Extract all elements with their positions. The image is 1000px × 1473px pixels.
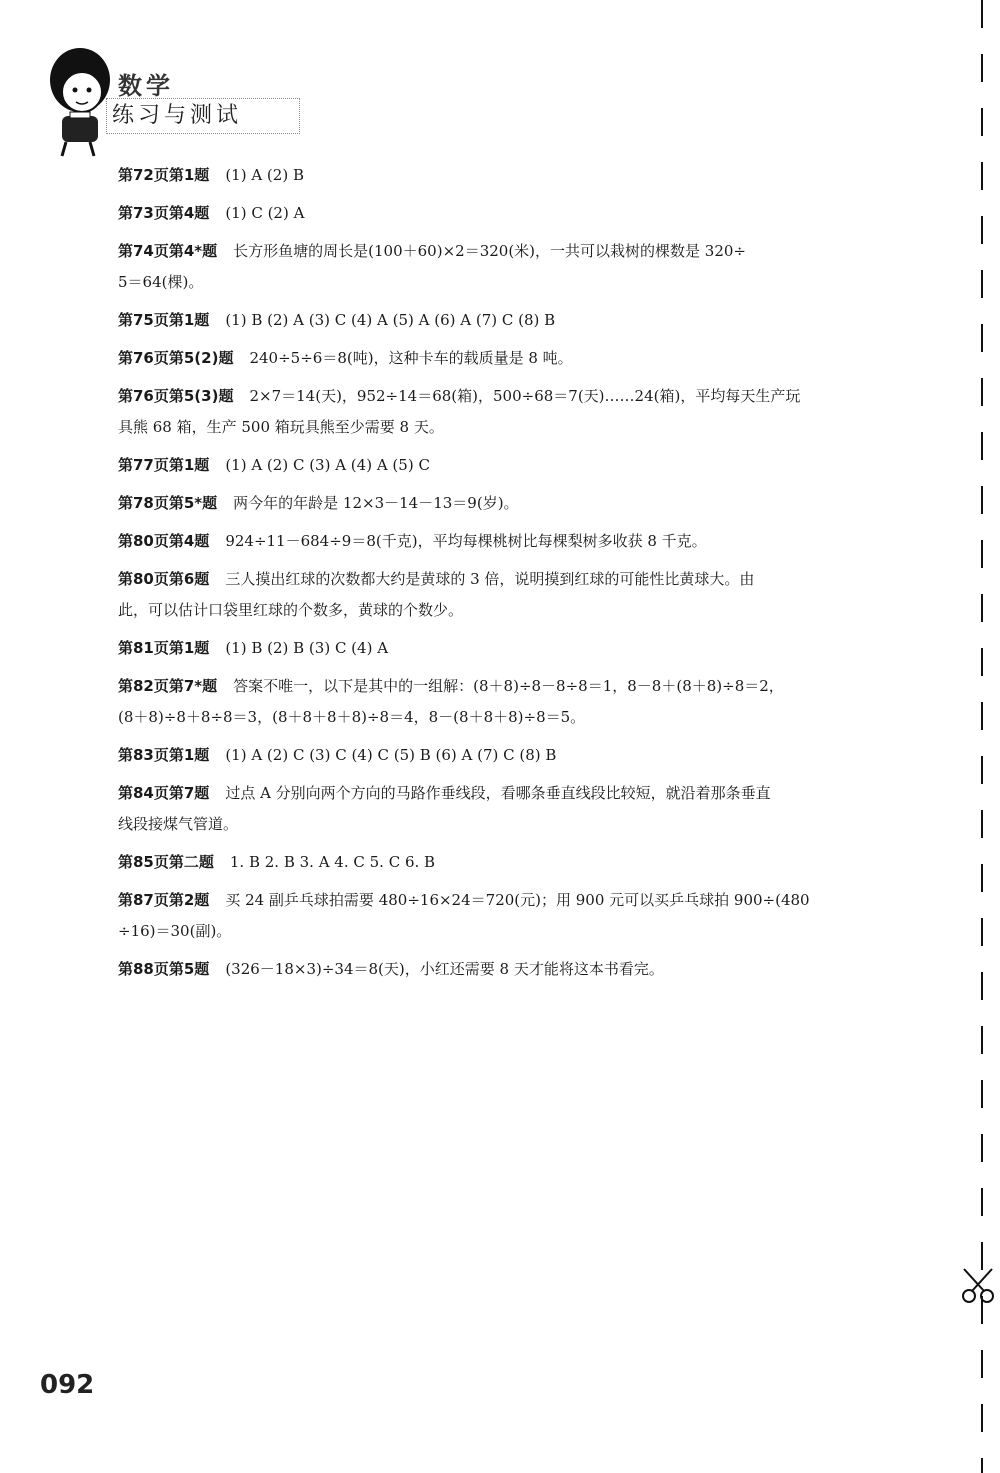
answer-text: 长方形鱼塘的周长是(100＋60)×2＝320(米)，一共可以栽树的棵数是 320÷	[233, 242, 746, 260]
answer-entry	[118, 564, 918, 626]
answer-entry	[118, 381, 918, 443]
question-label: 第84页第7题	[118, 784, 210, 802]
question-label: 第73页第4题	[118, 204, 210, 222]
answer-entry	[118, 305, 918, 336]
answer-line	[118, 809, 918, 840]
answer-entry	[118, 488, 918, 519]
answer-text: (8＋8)÷8＋8÷8＝3，(8＋8＋8＋8)÷8＝4，8－(8＋8＋8)÷8＝5。	[118, 708, 586, 726]
answer-entry	[118, 236, 918, 298]
answer-entry	[118, 885, 918, 947]
answer-entry	[118, 671, 918, 733]
answer-text: 过点 A 分别向两个方向的马路作垂线段，看哪条垂直线段比较短，就沿着那条垂直	[225, 784, 771, 802]
answer-line	[118, 305, 918, 336]
answer-line	[118, 488, 918, 519]
answer-text: ÷16)＝30(副)。	[118, 922, 232, 940]
answer-entry	[118, 343, 918, 374]
answer-line	[118, 916, 918, 947]
book-header	[40, 40, 310, 160]
question-label: 第82页第7*题	[118, 677, 218, 695]
answer-line	[118, 343, 918, 374]
answer-entry	[118, 198, 918, 229]
answer-entry	[118, 633, 918, 664]
answer-line	[118, 412, 918, 443]
answer-text: 1. B 2. B 3. A 4. C 5. C 6. B	[229, 853, 436, 871]
answer-text: 线段接煤气管道。	[118, 815, 239, 833]
answer-entry	[118, 847, 918, 878]
answer-line	[118, 847, 918, 878]
answer-list	[118, 160, 918, 992]
question-label: 第83页第1题	[118, 746, 210, 764]
answer-entry	[118, 450, 918, 481]
answer-line	[118, 671, 918, 702]
scissors-icon	[958, 1265, 998, 1305]
answer-text: 2×7＝14(天)，952÷14＝68(箱)，500÷68＝7(天)……24(箱)，平均每天生产玩	[249, 387, 801, 405]
answer-text: 具熊 68 箱，生产 500 箱玩具熊至少需要 8 天。	[118, 418, 444, 436]
answer-text: 三人摸出红球的次数都大约是黄球的 3 倍，说明摸到红球的可能性比黄球大。由	[225, 570, 755, 588]
answer-text: 5＝64(棵)。	[118, 273, 204, 291]
answer-text: 两今年的年龄是 12×3－14－13＝9(岁)。	[233, 494, 519, 512]
question-label: 第76页第5(2)题	[118, 349, 234, 367]
answer-text: 924÷11－684÷9＝8(千克)，平均每棵桃树比每棵梨树多收获 8 千克。	[225, 532, 707, 550]
answer-line	[118, 885, 918, 916]
question-label: 第81页第1题	[118, 639, 210, 657]
question-label: 第80页第4题	[118, 532, 210, 550]
answer-entry	[118, 160, 918, 191]
answer-line	[118, 595, 918, 626]
answer-line	[118, 702, 918, 733]
answer-line	[118, 778, 918, 809]
answer-line	[118, 564, 918, 595]
answer-text: 买 24 副乒乓球拍需要 480÷16×24＝720(元)；用 900 元可以买乒乓球拍 900÷(480	[225, 891, 810, 909]
subject-title: 数学	[118, 72, 174, 100]
answer-entry	[118, 778, 918, 840]
answer-text: (1) C (2) A	[225, 204, 305, 222]
question-label: 第78页第5*题	[118, 494, 218, 512]
answer-text: (1) B (2) A (3) C (4) A (5) A (6) A (7) C (8) B	[225, 311, 556, 329]
answer-line	[118, 267, 918, 298]
question-label: 第87页第2题	[118, 891, 210, 909]
answer-text: 此，可以估计口袋里红球的个数多，黄球的个数少。	[118, 601, 464, 619]
question-label: 第80页第6题	[118, 570, 210, 588]
answer-line	[118, 740, 918, 771]
answer-text: (1) B (2) B (3) C (4) A	[225, 639, 389, 657]
question-label: 第75页第1题	[118, 311, 210, 329]
cut-line	[972, 0, 992, 1473]
answer-text: (1) A (2) B	[225, 166, 304, 184]
answer-entry	[118, 954, 918, 985]
answer-line	[118, 954, 918, 985]
answer-line	[118, 526, 918, 557]
question-label: 第85页第二题	[118, 853, 214, 871]
answer-line	[118, 381, 918, 412]
question-label: 第88页第5题	[118, 960, 210, 978]
answer-text: (326－18×3)÷34＝8(天)，小红还需要 8 天才能将这本书看完。	[225, 960, 664, 978]
page-number: 092	[40, 1370, 95, 1400]
answer-line	[118, 198, 918, 229]
answer-entry	[118, 740, 918, 771]
question-label: 第76页第5(3)题	[118, 387, 234, 405]
answer-entry	[118, 526, 918, 557]
question-label: 第74页第4*题	[118, 242, 218, 260]
answer-line	[118, 160, 918, 191]
series-title: 练习与测试	[112, 103, 243, 128]
question-label: 第72页第1题	[118, 166, 210, 184]
answer-line	[118, 450, 918, 481]
answer-text: 答案不唯一，以下是其中的一组解：(8＋8)÷8－8÷8＝1，8－8＋(8＋8)÷8＝2，	[233, 677, 784, 695]
answer-line	[118, 633, 918, 664]
answer-text: (1) A (2) C (3) C (4) C (5) B (6) A (7) C (8) B	[225, 746, 557, 764]
question-label: 第77页第1题	[118, 456, 210, 474]
answer-line	[118, 236, 918, 267]
answer-text: (1) A (2) C (3) A (4) A (5) C	[225, 456, 430, 474]
answer-text: 240÷5÷6＝8(吨)，这种卡车的载质量是 8 吨。	[249, 349, 573, 367]
